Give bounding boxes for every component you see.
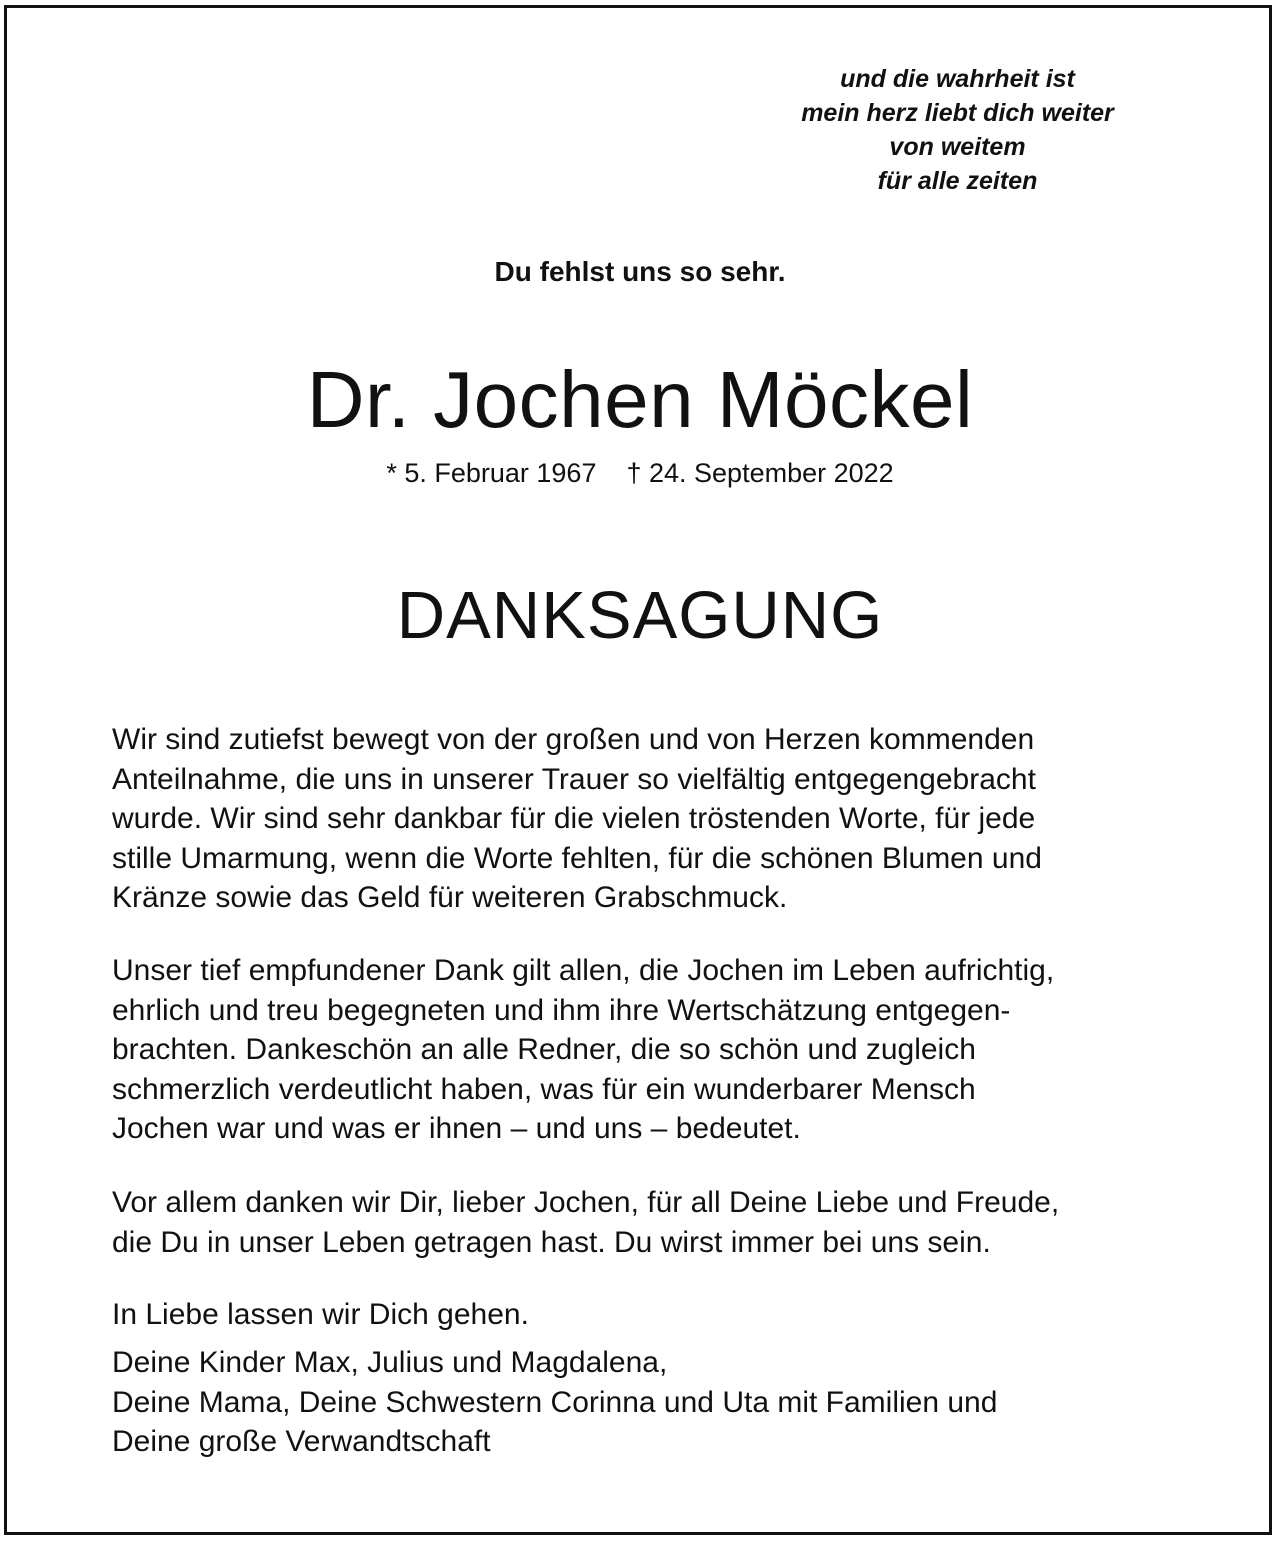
signature-line: Deine große Verwandtschaft: [112, 1425, 491, 1458]
paragraph-3: [112, 1183, 1202, 1262]
poem-line: für alle zeiten: [877, 167, 1038, 195]
text-line: wurde. Wir sind sehr dankbar für die vielen tröstenden Worte, für jede: [112, 802, 1036, 835]
text-line: ehrlich und treu begegneten und ihm ihre Wertschätzung entgegen-: [112, 993, 1011, 1027]
text-line: Unser tief empfundener Dank gilt allen, die Jochen im Leben aufrichtig,: [112, 954, 1055, 987]
text-line: In Liebe lassen wir Dich gehen.: [112, 1298, 529, 1331]
poem-line: mein herz liebt dich weiter: [801, 99, 1114, 127]
text-line: Wir sind zutiefst bewegt von der großen und von Herzen kommenden: [112, 723, 1035, 756]
poem-line: und die wahrheit ist: [840, 65, 1075, 93]
heading: DANKSAGUNG: [396, 578, 884, 653]
text-line: Kränze sowie das Geld für weiteren Grabschmuck.: [112, 881, 788, 914]
text-line: schmerzlich verdeutlicht haben, was für ein wunderbarer Mensch: [112, 1072, 976, 1106]
signatures: [112, 1343, 1202, 1462]
paragraph-1: [112, 720, 1202, 918]
closing-line: [112, 1295, 1202, 1335]
motto: Du fehlst uns so sehr.: [494, 256, 786, 287]
text-line: die Du in unser Leben getragen hast. Du wirst immer bei uns sein.: [112, 1225, 991, 1259]
deceased-name: Dr. Jochen Möckel: [306, 355, 974, 444]
text-line: Jochen war und was er ihnen – und uns – bedeutet.: [112, 1112, 801, 1145]
text-line: Anteilnahme, die uns in unserer Trauer so vielfältig entgegengebracht: [112, 762, 1036, 796]
text-line: stille Umarmung, wenn die Worte fehlten, für die schönen Blumen und: [112, 841, 1042, 875]
poem-line: von weitem: [889, 133, 1026, 161]
signature-line: Deine Mama, Deine Schwestern Corinna und Uta mit Familien und: [112, 1385, 998, 1419]
life-dates: [0, 458, 1280, 489]
text-line: Vor allem danken wir Dir, lieber Jochen, für all Deine Liebe und Freude,: [112, 1186, 1060, 1219]
paragraph-2: [112, 951, 1202, 1149]
death-date: † 24. September 2022: [626, 458, 894, 488]
birth-date: * 5. Februar 1967: [386, 458, 597, 488]
poem: [740, 62, 1175, 198]
signature-line: Deine Kinder Max, Julius und Magdalena,: [112, 1346, 668, 1379]
text-line: brachten. Dankeschön an alle Redner, die so schön und zugleich: [112, 1033, 976, 1066]
